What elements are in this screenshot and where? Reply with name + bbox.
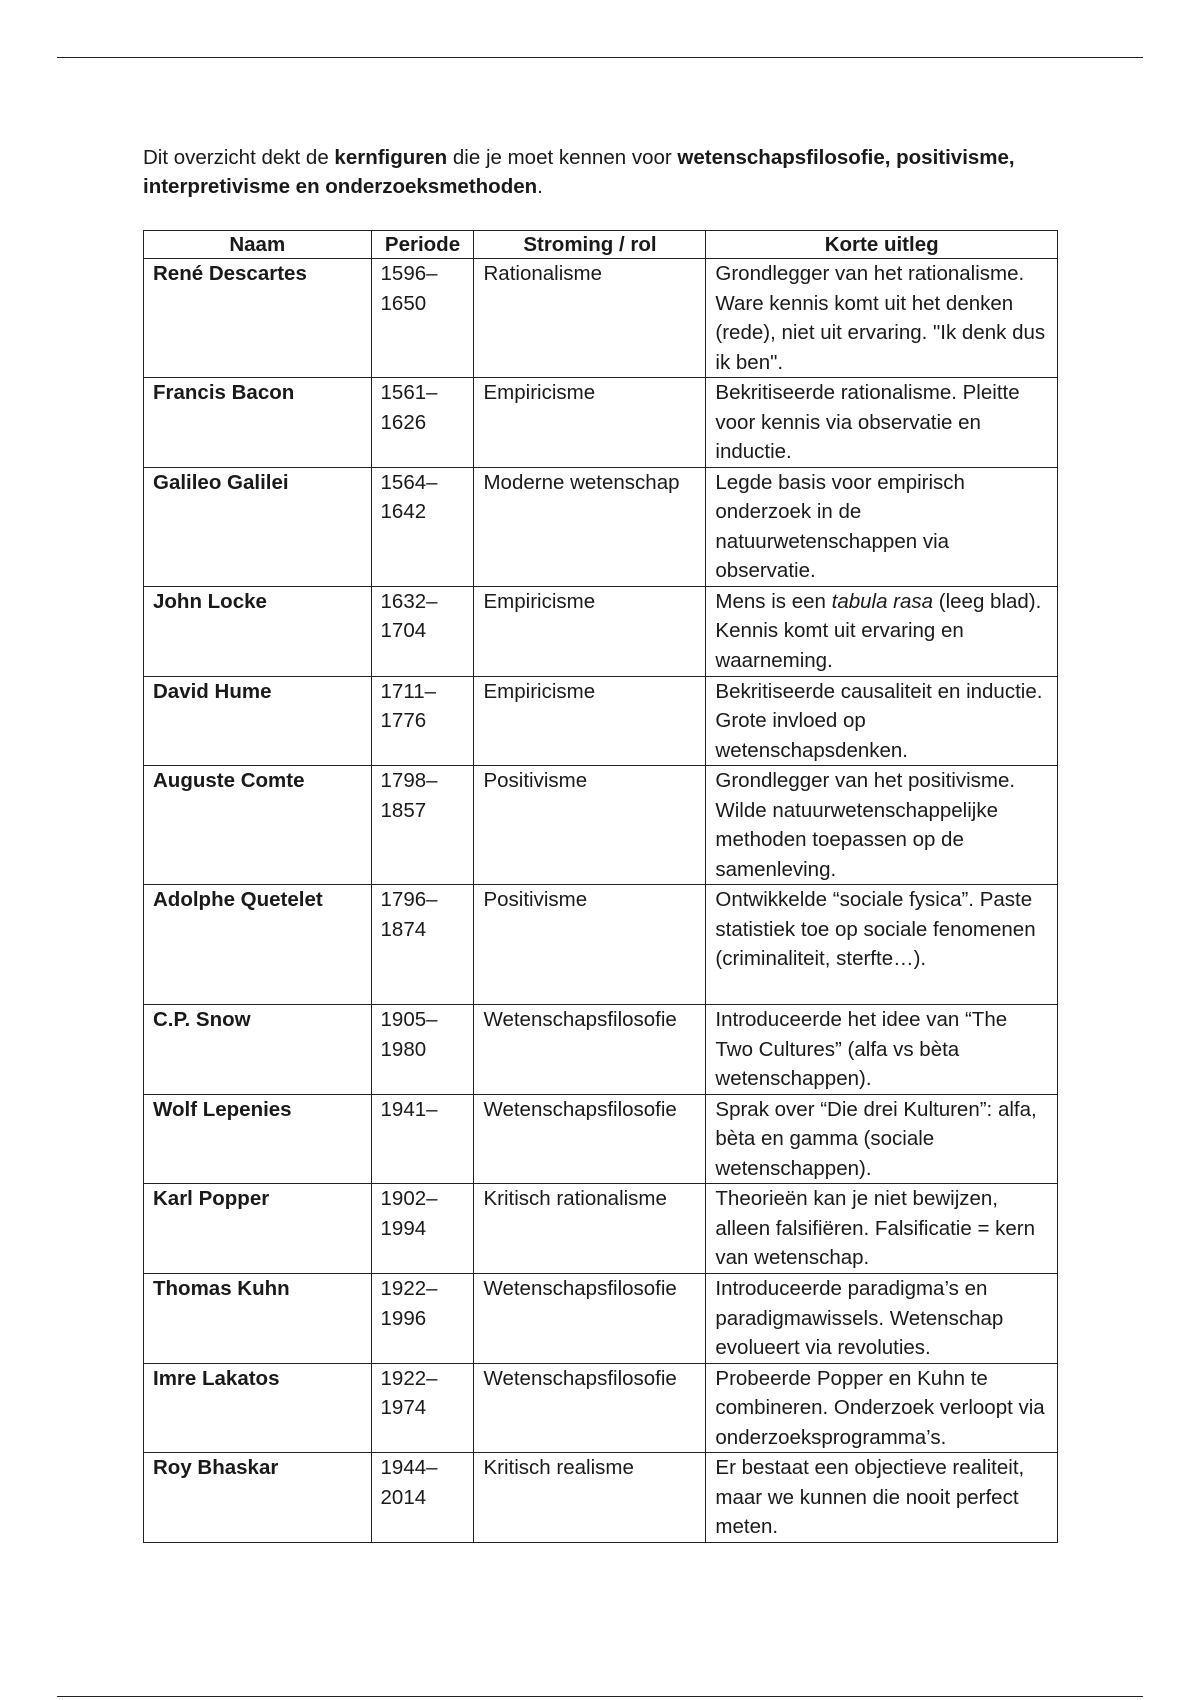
table-row — [144, 1363, 1058, 1453]
cell-name: Auguste Comte — [144, 766, 372, 885]
cell-school: Positivisme — [474, 885, 706, 1005]
cell-period: 1941– — [371, 1094, 474, 1184]
cell-description: Grondlegger van het positivisme. Wilde natuurwetenschappelijke methoden toepassen op de samenleving. — [706, 766, 1058, 885]
cell-school: Empiricisme — [474, 378, 706, 468]
cell-name: René Descartes — [144, 259, 372, 378]
header-naam: Naam — [144, 231, 372, 259]
cell-school: Wetenschapsfilosofie — [474, 1094, 706, 1184]
cell-school: Kritisch rationalisme — [474, 1184, 706, 1274]
cell-period: 1564–1642 — [371, 467, 474, 586]
cell-description: Mens is een tabula rasa (leeg blad). Kennis komt uit ervaring en waarneming. — [706, 586, 1058, 676]
table-row — [144, 467, 1058, 586]
header-stroming: Stroming / rol — [474, 231, 706, 259]
cell-name: Karl Popper — [144, 1184, 372, 1274]
cell-school: Kritisch realisme — [474, 1453, 706, 1543]
table-row — [144, 1005, 1058, 1095]
cell-school: Empiricisme — [474, 676, 706, 766]
header-rule — [57, 57, 1143, 58]
cell-period: 1922–1974 — [371, 1363, 474, 1453]
cell-period: 1711–1776 — [371, 676, 474, 766]
table-row — [144, 1274, 1058, 1364]
cell-description: Introduceerde paradigma’s en paradigmawissels. Wetenschap evolueert via revoluties. — [706, 1274, 1058, 1364]
cell-school: Wetenschapsfilosofie — [474, 1363, 706, 1453]
table-row — [144, 1184, 1058, 1274]
cell-school: Positivisme — [474, 766, 706, 885]
cell-name: Thomas Kuhn — [144, 1274, 372, 1364]
cell-name: Wolf Lepenies — [144, 1094, 372, 1184]
table-row — [144, 676, 1058, 766]
cell-name: Galileo Galilei — [144, 467, 372, 586]
cell-school: Wetenschapsfilosofie — [474, 1005, 706, 1095]
intro-bold-kernfiguren: kernfiguren — [334, 146, 448, 169]
table-row — [144, 885, 1058, 1005]
cell-description: Er bestaat een objectieve realiteit, maar we kunnen die nooit perfect meten. — [706, 1453, 1058, 1543]
key-figures-table — [143, 230, 1058, 1543]
table-row — [144, 1453, 1058, 1543]
cell-description: Bekritiseerde rationalisme. Pleitte voor kennis via observatie en inductie. — [706, 378, 1058, 468]
intro-bold-topics: wetenschapsfilosofie, positivisme, interpretivisme en onderzoeksmethoden — [143, 146, 1015, 198]
cell-name: Francis Bacon — [144, 378, 372, 468]
table-row — [144, 378, 1058, 468]
table-row — [144, 259, 1058, 378]
cell-name: John Locke — [144, 586, 372, 676]
cell-description: Legde basis voor empirisch onderzoek in de natuurwetenschappen via observatie. — [706, 467, 1058, 586]
cell-school: Rationalisme — [474, 259, 706, 378]
table-row — [144, 766, 1058, 885]
cell-description: Introduceerde het idee van “The Two Cultures” (alfa vs bèta wetenschappen). — [706, 1005, 1058, 1095]
cell-description: Theorieën kan je niet bewijzen, alleen falsifiëren. Falsificatie = kern van wetenschap. — [706, 1184, 1058, 1274]
cell-description: Sprak over “Die drei Kulturen”: alfa, bèta en gamma (sociale wetenschappen). — [706, 1094, 1058, 1184]
cell-name: Adolphe Quetelet — [144, 885, 372, 1005]
cell-name: David Hume — [144, 676, 372, 766]
cell-period: 1596–1650 — [371, 259, 474, 378]
cell-period: 1905–1980 — [371, 1005, 474, 1095]
cell-period: 1561–1626 — [371, 378, 474, 468]
cell-description: Bekritiseerde causaliteit en inductie. Grote invloed op wetenschapsdenken. — [706, 676, 1058, 766]
cell-period: 1798–1857 — [371, 766, 474, 885]
cell-period: 1922–1996 — [371, 1274, 474, 1364]
header-korte-uitleg: Korte uitleg — [706, 231, 1058, 259]
footer-rule — [57, 1696, 1143, 1697]
cell-name: Imre Lakatos — [144, 1363, 372, 1453]
cell-description: Ontwikkelde “sociale fysica”. Paste statistiek toe op sociale fenomenen (criminaliteit, sterfte…). — [706, 885, 1058, 1005]
cell-school: Empiricisme — [474, 586, 706, 676]
cell-name: C.P. Snow — [144, 1005, 372, 1095]
tabula-rasa-italic: tabula rasa — [831, 589, 934, 613]
cell-period: 1632–1704 — [371, 586, 474, 676]
cell-school: Wetenschapsfilosofie — [474, 1274, 706, 1364]
cell-school: Moderne wetenschap — [474, 467, 706, 586]
cell-description: Grondlegger van het rationalisme. Ware kennis komt uit het denken (rede), niet uit ervaring. "Ik denk dus ik ben". — [706, 259, 1058, 378]
cell-description: Probeerde Popper en Kuhn te combineren. Onderzoek verloopt via onderzoeksprogramma’s. — [706, 1363, 1058, 1453]
cell-period: 1944–2014 — [371, 1453, 474, 1543]
cell-period: 1796–1874 — [371, 885, 474, 1005]
table-row — [144, 1094, 1058, 1184]
intro-paragraph: Dit overzicht dekt de kernfiguren die je moet kennen voor wetenschapsfilosofie, positivisme, interpretivisme en onderzoeksmethoden. — [143, 146, 1015, 198]
cell-period: 1902–1994 — [371, 1184, 474, 1274]
table-header-row — [144, 231, 1058, 259]
table-row — [144, 586, 1058, 676]
header-periode: Periode — [371, 231, 474, 259]
cell-name: Roy Bhaskar — [144, 1453, 372, 1543]
